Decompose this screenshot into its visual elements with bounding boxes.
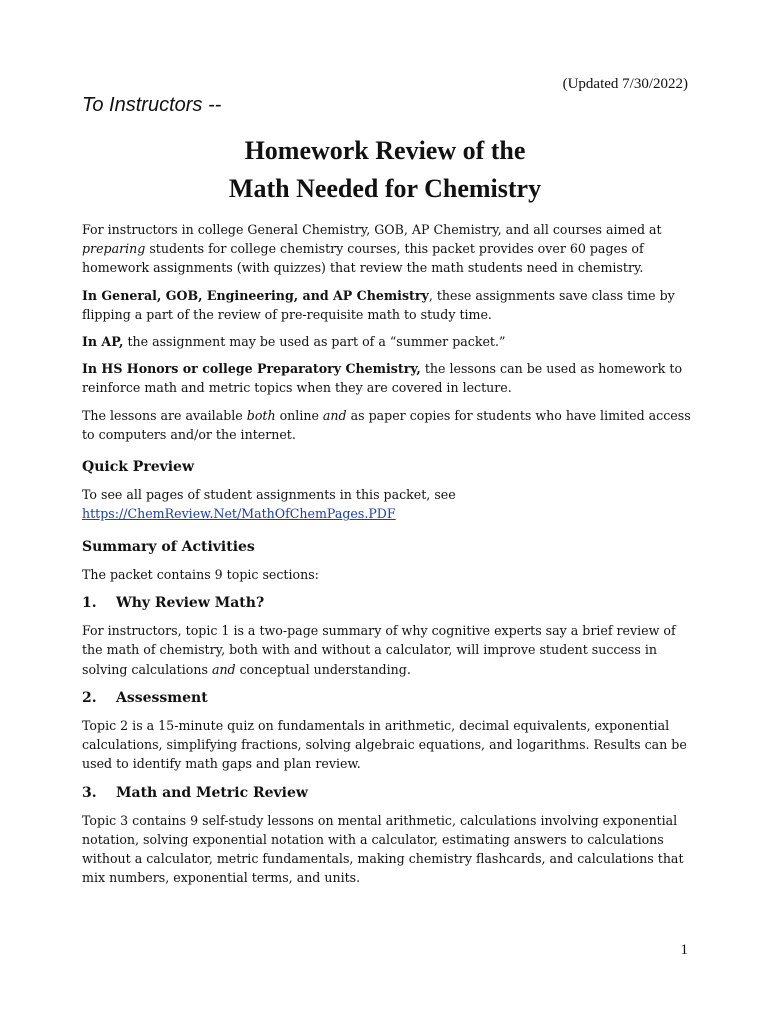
topic-3-text: Topic 3 contains 9 self-study lessons on mental arithmetic, calculations involving exponential notation, solving exponential notation with a calculator, estimating answers to calculations without a calculator, metric fundamentals, making chemistry flashcards, and calculations that mix numbers, exponential terms, and units. — [82, 812, 684, 886]
topic-1-heading: 1. Why Review Math? — [82, 595, 265, 612]
title-line-2: Math Needed for Chemistry — [228, 174, 542, 203]
topic-3-heading: 3. Math and Metric Review — [82, 784, 308, 801]
to-instructors-heading: To Instructors -- — [82, 94, 222, 116]
document-body — [82, 220, 692, 896]
general-paragraph: In General, GOB, Engineering, and AP Chemistry, these assignments save class time by flipping a part of the review of pre-requisite math to study time. — [82, 287, 675, 322]
summary-heading: Summary of Activities — [82, 538, 255, 555]
summary-paragraph: The packet contains 9 topic sections: — [82, 566, 319, 582]
title-line-1: Homework Review of the — [244, 136, 526, 165]
hs-paragraph: In HS Honors or college Preparatory Chemistry, the lessons can be used as homework to reinforce math and metric topics when they are covered in lecture. — [82, 361, 683, 396]
preview-pdf-link[interactable]: https://ChemReview.Net/MathOfChemPages.PDF — [82, 506, 396, 522]
topic-2-text: Topic 2 is a 15-minute quiz on fundamentals in arithmetic, decimal equivalents, exponential calculations, simplifying fractions, solving algebraic equations, and logarithms. Results can be used to identify math gaps and plan review. — [82, 718, 687, 772]
quick-preview-heading: Quick Preview — [82, 459, 195, 476]
page-number: 1 — [680, 942, 688, 958]
lessons-paragraph: The lessons are available both online and as paper copies for students who have limited access to computers and/or the internet. — [82, 407, 691, 442]
topic-2-heading: 2. Assessment — [82, 689, 208, 706]
ap-paragraph: In AP, the assignment may be used as part of a “summer packet.” — [82, 334, 506, 350]
topic-1-text: For instructors, topic 1 is a two-page summary of why cognitive experts say a brief review of the math of chemistry, both with and without a calculator, will improve student success in solving calculations and conceptual understanding. — [82, 623, 676, 677]
updated-date: (Updated 7/30/2022) — [562, 76, 688, 92]
intro-paragraph: For instructors in college General Chemistry, GOB, AP Chemistry, and all courses aimed at preparing students for college chemistry courses, this packet provides over 60 pages of homework assignments (with quizzes) that review the math students need in chemistry. — [82, 222, 662, 276]
quick-preview-paragraph: To see all pages of student assignments in this packet, see https://ChemReview.Net/MathOfChemPages.PDF — [82, 487, 456, 522]
